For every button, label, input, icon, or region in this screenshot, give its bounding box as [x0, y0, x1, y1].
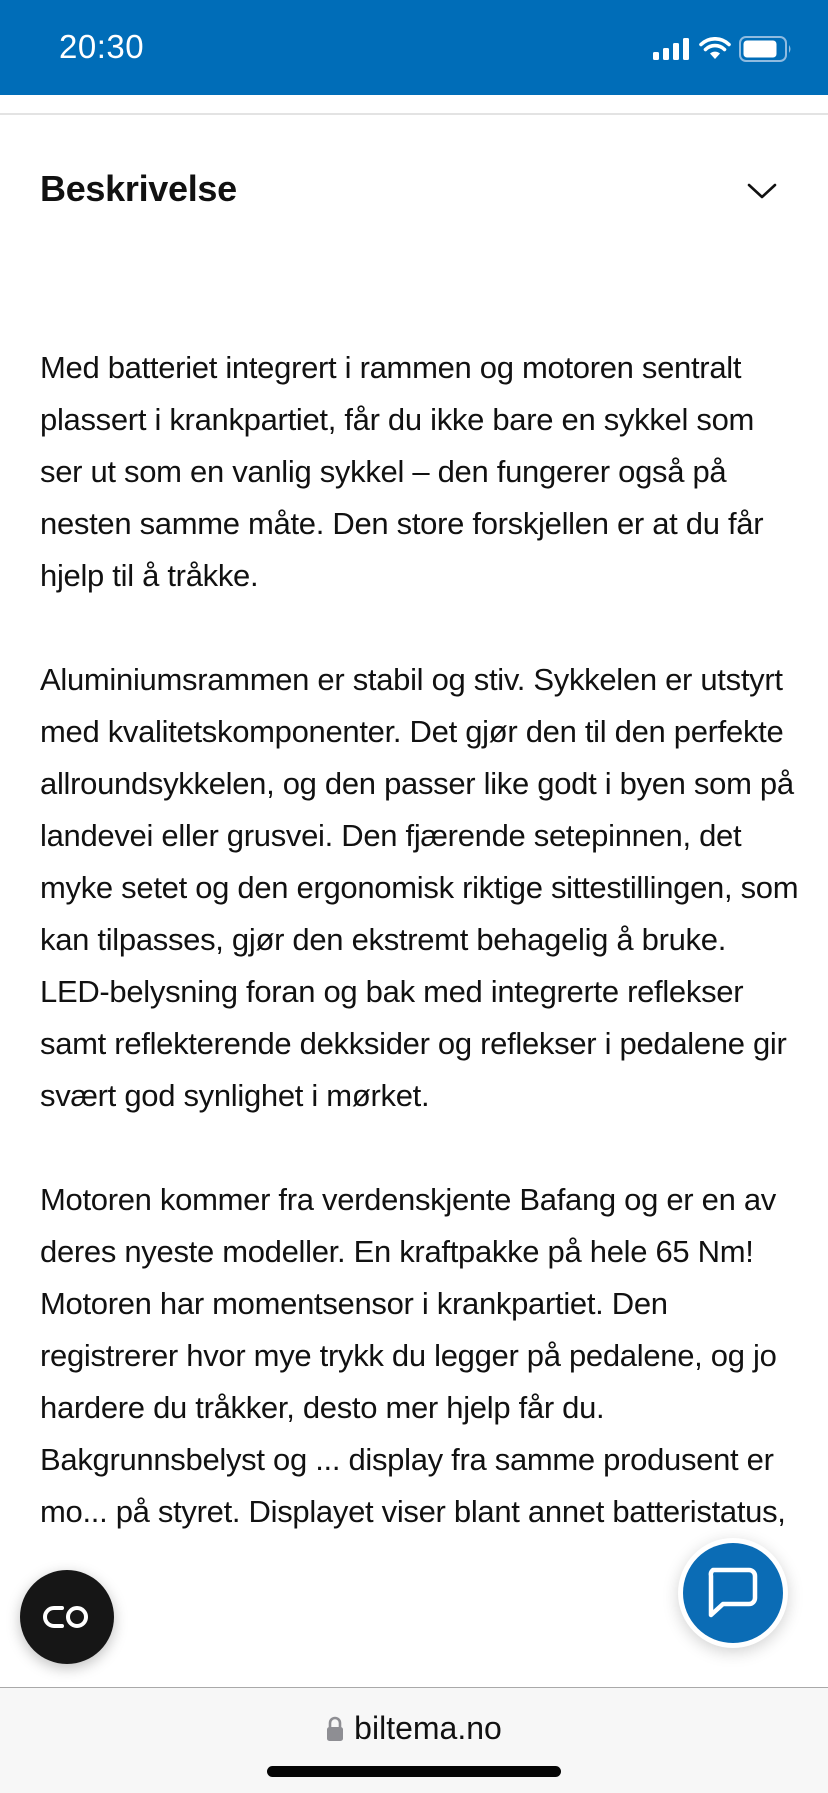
co-browse-button[interactable] [20, 1570, 114, 1664]
description-paragraph: Aluminiumsrammen er stabil og stiv. Sykkelen er utstyrt med kvalitetskomponenter. Det gjør den til den perfekte allroundsykkelen, og den passer like godt i byen som på landevei eller grusvei. Den fjærende setepinnen, det myke setet og den ergonomisk riktige sittestillingen, som kan tilpasses, gjør den ekstremt behagelig å bruke. LED-belysning foran og bak med integrerte reflekser samt reflekterende dekksider og reflekser i pedalene gir svært god synlighet i mørket. [40, 662, 799, 1113]
wifi-icon [699, 37, 731, 61]
status-icons [653, 36, 793, 62]
description-content [40, 342, 800, 1590]
chevron-down-icon[interactable] [745, 180, 779, 202]
chat-bubble-icon [705, 1566, 761, 1620]
url-text: biltema.no [354, 1710, 502, 1746]
chat-button-inner [683, 1543, 783, 1643]
header-divider [0, 113, 828, 115]
chat-button[interactable] [678, 1538, 788, 1648]
lock-icon [326, 1716, 344, 1742]
section-title: Beskrivelse [40, 168, 237, 209]
description-paragraph: Motoren kommer fra verdenskjente Bafang og er en av deres nyeste modeller. En kraftpakke på hele 65 Nm! Motoren har momentsensor i krankpartiet. Den registrerer hvor mye trykk du legger på pedalene, og jo hardere du tråkker, desto mer hjelp får du. Bakgrunnsbelyst og ... display fra samme produsent er mo... på styret. Displayet viser blant annet batteristatus, [40, 1182, 786, 1529]
description-paragraph: Med batteriet integrert i rammen og motoren sentralt plassert i krankpartiet, får du ikke bare en sykkel som ser ut som en vanlig sykkel – den fungerer også på nesten samme måte. Den store forskjellen er at du får hjelp til å tråkke. [40, 350, 764, 593]
cellular-signal-icon [653, 38, 691, 60]
description-accordion-header[interactable] [0, 150, 828, 230]
home-indicator [267, 1766, 561, 1777]
co-browse-icon [42, 1603, 92, 1631]
status-time: 20:30 [59, 28, 145, 65]
status-bar [0, 0, 828, 95]
url-row[interactable] [0, 1710, 828, 1747]
battery-icon [739, 36, 793, 62]
browser-address-bar[interactable] [0, 1687, 828, 1793]
